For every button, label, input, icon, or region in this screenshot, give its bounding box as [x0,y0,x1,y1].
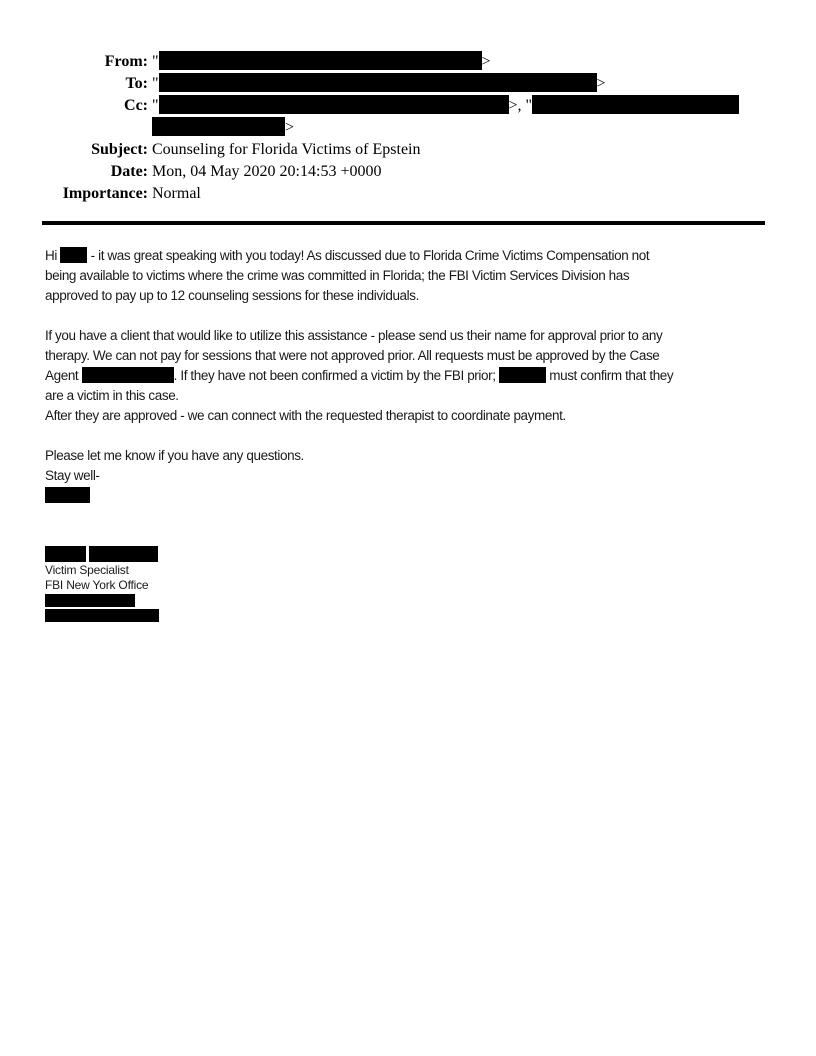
redaction-bar [45,594,135,607]
header-row [45,73,816,95]
header-row [45,161,816,183]
header-row [45,95,816,139]
redaction-bar [60,247,87,263]
body-line: After they are approved - we can connect with the requested therapist to coordinate payment. [45,408,566,423]
header-field-label: Cc: [124,97,148,114]
signature-line: Victim Specialist [45,563,129,577]
signature-line [45,546,816,563]
redaction-bar [532,95,739,114]
signature-line [45,593,816,608]
header-row [45,51,816,73]
body-line: If you have a client that would like to utilize this assistance - please send us their name for approval prior to any [45,328,663,343]
header-row [45,139,816,161]
redaction-bar [89,546,158,562]
header-field-value: " > [152,53,491,70]
header-field-label: Date: [110,163,148,180]
redaction-bar [159,51,482,70]
signature-line [45,608,816,623]
redaction-bar [45,609,159,622]
redaction-bar [499,367,546,383]
body-line: Please let me know if you have any questions. [45,448,304,463]
header-field-value: Normal [152,185,201,202]
body-line: approved to pay up to 12 counseling sessions for these individuals. [45,288,419,303]
body-line: Hi - it was great speaking with you today! As discussed due to Florida Crime Victims Compensation not [45,248,650,263]
body-line: Agent . If they have not been confirmed a victim by the FBI prior; must confirm that they [45,368,674,383]
redaction-bar [159,73,597,92]
header-field-label: From: [104,53,148,70]
redaction-bar [45,546,86,562]
header-field-value: Mon, 04 May 2020 20:14:53 +0000 [152,163,382,180]
header-row [45,183,816,205]
header-field-value: Counseling for Florida Victims of Epstein [152,141,421,158]
header-field-value: " > [152,75,606,92]
body-line: Stay well- [45,468,100,483]
email-header [45,0,816,205]
header-field-label: To: [125,75,148,92]
body-line [45,486,816,506]
body-line: being available to victims where the crime was committed in Florida; the FBI Victim Services Division has [45,268,630,283]
body-line [45,306,816,326]
body-line [45,426,816,446]
header-field-label: Importance: [62,185,148,202]
signature-block [45,546,816,623]
body-line: therapy. We can not pay for sessions that were not approved prior. All requests must be approved by the Case [45,348,660,363]
header-field-label: Subject: [91,141,148,158]
body-line: are a victim in this case. [45,388,179,403]
redaction-bar [152,117,285,136]
redaction-bar [45,487,90,503]
header-divider [42,221,765,225]
header-field-value: " >, " > [152,95,739,139]
redaction-bar [159,95,509,114]
email-body [45,246,816,506]
signature-line: FBI New York Office [45,578,149,592]
redaction-bar [82,367,174,383]
